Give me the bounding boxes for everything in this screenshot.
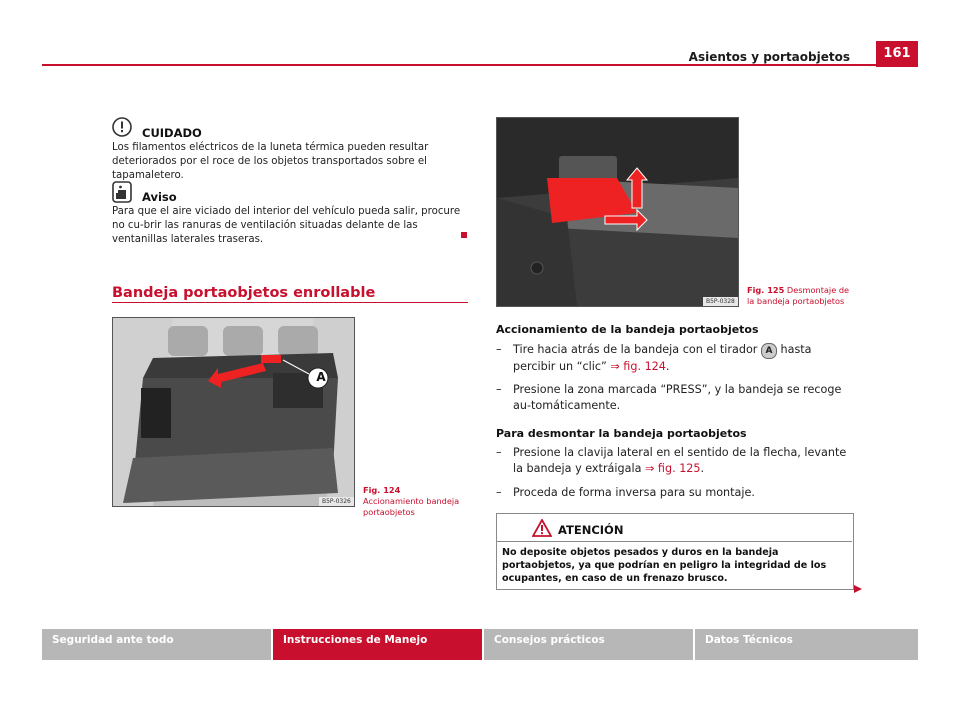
accionamiento-step-1-text-2: hasta percibir un “clic”: [513, 343, 812, 373]
figure-124-code: B5P-0326: [319, 497, 354, 506]
page-number: 161: [876, 41, 918, 67]
header-rule: [42, 64, 876, 66]
aviso-title: Aviso: [142, 190, 177, 204]
aviso-icon: [112, 181, 132, 203]
section-title: Bandeja portaobjetos enrollable: [112, 285, 376, 301]
footer-tab-seguridad[interactable]: [42, 629, 271, 660]
figure-125-caption: [747, 285, 852, 307]
footer-tab-label: Seguridad ante todo: [52, 634, 174, 646]
cuidado-text: Los filamentos eléctricos de la luneta térmica pueden resultar deteriorados por el roce de los objetos transportados sobre el tapamaletero.: [112, 142, 429, 181]
figure-124-caption: [363, 485, 463, 518]
fig-124-link[interactable]: ⇒ fig. 124: [610, 360, 666, 373]
end-of-section-marker: [461, 232, 467, 238]
cuidado-icon: [112, 117, 132, 137]
figure-125-code: B5P-0328: [703, 297, 738, 306]
cuidado-title: CUIDADO: [142, 126, 202, 140]
figure-125-caption-number: Fig. 125: [747, 285, 785, 295]
accionamiento-step-1: – Tire hacia atrás de la bandeja con el tirador A hasta percibir un “clic” ⇒ fig. 124.: [496, 343, 812, 373]
warning-triangle-icon: [532, 519, 552, 537]
footer-tab-label: Consejos prácticos: [494, 634, 605, 646]
figure-124-caption-text: Accionamiento bandeja portaobjetos: [363, 496, 460, 517]
desmontar-step-2-text: Proceda de forma inversa para su montaje.: [513, 486, 755, 499]
desmontar-heading: Para desmontar la bandeja portaobjetos: [496, 427, 747, 440]
continue-arrow-icon: [854, 578, 862, 586]
atencion-text: No deposite objetos pesados y duros en la bandeja portaobjetos, ya que podrían en peligro la integridad de los ocupantes, en caso de un frenazo brusco.: [502, 547, 827, 584]
footer-tab-label: Instrucciones de Manejo: [283, 634, 428, 646]
callout-a-badge: A: [761, 343, 777, 359]
accionamiento-step-2-text: Presione la zona marcada “PRESS”, y la bandeja se recoge au-tomáticamente.: [513, 383, 842, 412]
figure-124-callout: A: [316, 370, 326, 384]
footer-tab-label: Datos Técnicos: [705, 634, 793, 646]
fig-125-link[interactable]: ⇒ fig. 125: [645, 462, 701, 475]
accionamiento-step-2: – Presione la zona marcada “PRESS”, y la bandeja se recoge au-tomáticamente.: [496, 382, 856, 414]
section-rule: [112, 302, 468, 303]
aviso-text: Para que el aire viciado del interior del vehículo pueda salir, procure no cu-brir las ranuras de ventilación situadas delante de las ventanillas laterales traseras.: [112, 206, 461, 245]
footer-tab-consejos[interactable]: [484, 629, 693, 660]
atencion-title: ATENCIÓN: [558, 523, 624, 537]
desmontar-step-1: – Presione la clavija lateral en el sentido de la flecha, levante la bandeja y extráigala ⇒ fig. 125.: [496, 446, 847, 475]
footer-tab-datos[interactable]: [695, 629, 918, 660]
figure-124-caption-number: Fig. 124: [363, 485, 401, 495]
footer-tab-instrucciones[interactable]: [273, 629, 482, 660]
figure-124-image: [112, 317, 355, 507]
desmontar-step-1-text: Presione la clavija lateral en el sentido de la flecha, levante la bandeja y extráigala: [513, 446, 847, 475]
accionamiento-heading: Accionamiento de la bandeja portaobjetos: [496, 323, 759, 336]
figure-125-caption-text: Desmontaje de la bandeja portaobjetos: [747, 285, 850, 306]
desmontar-step-2: – Proceda de forma inversa para su montaje.: [496, 485, 856, 501]
figure-125-image: [496, 117, 739, 307]
accionamiento-step-1-text: Tire hacia atrás de la bandeja con el tirador: [513, 343, 758, 356]
running-header-title: Asientos y portaobjetos: [688, 50, 850, 64]
